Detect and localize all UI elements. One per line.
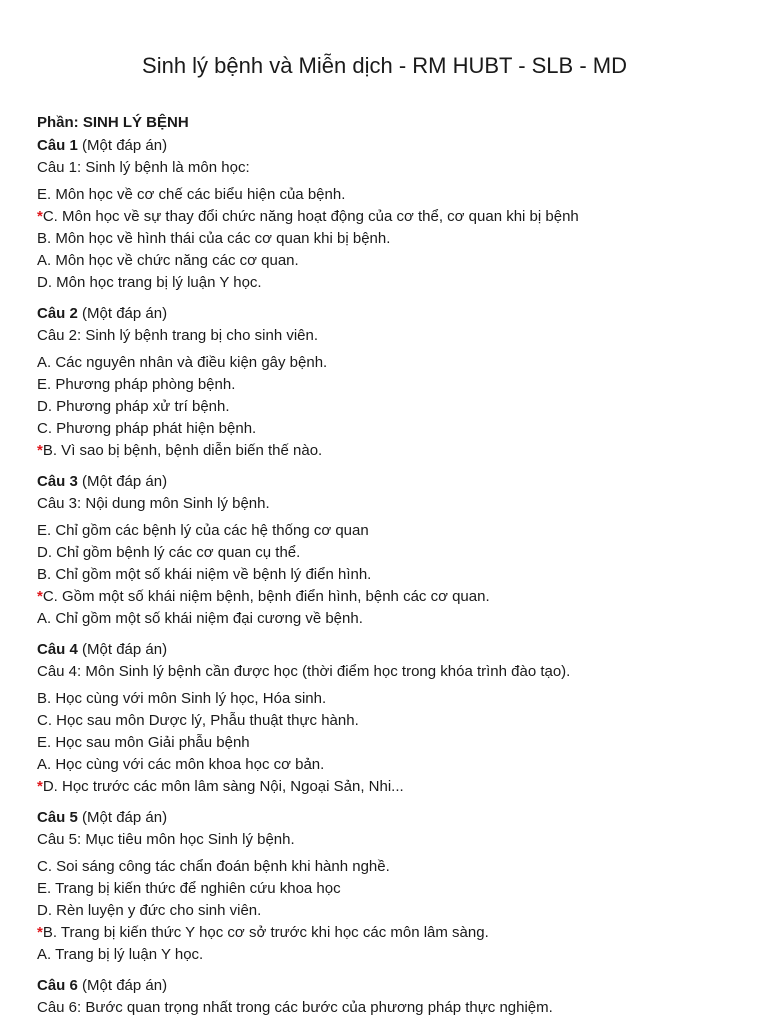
question-number: Câu 2 bbox=[37, 305, 78, 322]
question-block bbox=[37, 304, 732, 462]
answer-option bbox=[37, 542, 732, 564]
question-type: (Một đáp án) bbox=[82, 977, 168, 994]
answer-text: D. Môn học trang bị lý luận Y học. bbox=[37, 274, 262, 291]
question-text: Câu 4: Môn Sinh lý bệnh cần được học (thời điểm học trong khóa trình đào tạo). bbox=[37, 663, 571, 680]
question-block bbox=[37, 976, 732, 1018]
answer-text: E. Học sau môn Giải phẫu bệnh bbox=[37, 734, 250, 751]
answer-option bbox=[37, 900, 732, 922]
answer-text: B. Chỉ gồm một số khái niệm về bệnh lý điển hình. bbox=[37, 566, 372, 583]
answer-option bbox=[37, 352, 732, 374]
correct-answer-marker: * bbox=[37, 924, 43, 941]
question-text: Câu 2: Sinh lý bệnh trang bị cho sinh viên. bbox=[37, 327, 319, 344]
document-title: Sinh lý bệnh và Miễn dịch - RM HUBT - SLB - MD bbox=[142, 53, 627, 78]
answer-option bbox=[37, 228, 732, 250]
correct-answer-marker: * bbox=[37, 588, 43, 605]
answer-text: B. Trang bị kiến thức Y học cơ sở trước khi học các môn lâm sàng. bbox=[42, 924, 489, 941]
answer-text: C. Soi sáng công tác chẩn đoán bệnh khi hành nghề. bbox=[37, 858, 390, 875]
question-number: Câu 4 bbox=[37, 641, 78, 658]
answer-option bbox=[37, 396, 732, 418]
answer-list bbox=[37, 352, 732, 462]
answer-option bbox=[37, 184, 732, 206]
answer-option bbox=[37, 688, 732, 710]
question-block bbox=[37, 136, 732, 294]
answer-option bbox=[37, 520, 732, 542]
question-type: (Một đáp án) bbox=[82, 641, 168, 658]
question-number: Câu 6 bbox=[37, 977, 78, 994]
question-text: Câu 1: Sinh lý bệnh là môn học: bbox=[37, 159, 250, 176]
question-type: (Một đáp án) bbox=[82, 305, 168, 322]
answer-list bbox=[37, 688, 732, 798]
answer-text: A. Học cùng với các môn khoa học cơ bản. bbox=[37, 756, 325, 773]
question-text: Câu 5: Mục tiêu môn học Sinh lý bệnh. bbox=[37, 831, 295, 848]
answer-text: D. Học trước các môn lâm sàng Nội, Ngoại Sản, Nhi... bbox=[42, 778, 404, 795]
answer-list bbox=[37, 520, 732, 630]
answer-list bbox=[37, 184, 732, 294]
question-type: (Một đáp án) bbox=[82, 473, 168, 490]
answer-option-correct bbox=[37, 586, 732, 608]
answer-text: D. Rèn luyện y đức cho sinh viên. bbox=[37, 902, 262, 919]
answer-option-correct bbox=[37, 776, 732, 798]
question-header bbox=[37, 304, 732, 324]
section-title: Phần: SINH LÝ BỆNH bbox=[37, 114, 189, 131]
answer-text: B. Vì sao bị bệnh, bệnh diễn biến thế nào. bbox=[42, 442, 323, 459]
answer-option-correct bbox=[37, 922, 732, 944]
question-type: (Một đáp án) bbox=[82, 809, 168, 826]
question-number: Câu 3 bbox=[37, 473, 78, 490]
answer-text: A. Chỉ gồm một số khái niệm đại cương về bệnh. bbox=[37, 610, 363, 627]
answer-text: E. Môn học về cơ chế các biểu hiện của bệnh. bbox=[37, 186, 346, 203]
question-number: Câu 1 bbox=[37, 137, 78, 154]
answer-text: C. Môn học về sự thay đổi chức năng hoạt động của cơ thể, cơ quan khi bị bệnh bbox=[42, 208, 579, 225]
answer-text: C. Gồm một số khái niệm bệnh, bệnh điển hình, bệnh các cơ quan. bbox=[42, 588, 490, 605]
answer-list bbox=[37, 856, 732, 966]
answer-option bbox=[37, 754, 732, 776]
answer-text: A. Các nguyên nhân và điều kiện gây bệnh. bbox=[37, 354, 328, 371]
answer-text: B. Học cùng với môn Sinh lý học, Hóa sinh. bbox=[37, 690, 327, 707]
question-header bbox=[37, 640, 732, 660]
answer-option bbox=[37, 710, 732, 732]
question-block bbox=[37, 808, 732, 966]
question-number: Câu 5 bbox=[37, 809, 78, 826]
answer-option bbox=[37, 374, 732, 396]
answer-option-correct bbox=[37, 440, 732, 462]
answer-option bbox=[37, 944, 732, 966]
answer-option bbox=[37, 564, 732, 586]
question-type: (Một đáp án) bbox=[82, 137, 168, 154]
answer-option bbox=[37, 878, 732, 900]
answer-option bbox=[37, 250, 732, 272]
question-list bbox=[37, 136, 732, 1018]
question-header bbox=[37, 136, 732, 156]
correct-answer-marker: * bbox=[37, 208, 43, 225]
question-header bbox=[37, 808, 732, 828]
answer-text: D. Phương pháp xử trí bệnh. bbox=[37, 398, 230, 415]
correct-answer-marker: * bbox=[37, 778, 43, 795]
question-header bbox=[37, 472, 732, 492]
answer-option bbox=[37, 272, 732, 294]
answer-text: E. Trang bị kiến thức để nghiên cứu khoa học bbox=[37, 880, 341, 897]
question-text: Câu 6: Bước quan trọng nhất trong các bước của phương pháp thực nghiệm. bbox=[37, 999, 553, 1016]
answer-text: C. Phương pháp phát hiện bệnh. bbox=[37, 420, 257, 437]
answer-option bbox=[37, 418, 732, 440]
answer-text: D. Chỉ gồm bệnh lý các cơ quan cụ thể. bbox=[37, 544, 301, 561]
answer-text: A. Trang bị lý luận Y học. bbox=[37, 946, 204, 963]
question-header bbox=[37, 976, 732, 996]
answer-text: E. Chỉ gồm các bệnh lý của các hệ thống cơ quan bbox=[37, 522, 369, 539]
question-block bbox=[37, 472, 732, 630]
question-block bbox=[37, 640, 732, 798]
answer-option-correct bbox=[37, 206, 732, 228]
correct-answer-marker: * bbox=[37, 442, 43, 459]
answer-option bbox=[37, 608, 732, 630]
answer-text: E. Phương pháp phòng bệnh. bbox=[37, 376, 236, 393]
answer-option bbox=[37, 732, 732, 754]
answer-option bbox=[37, 856, 732, 878]
answer-text: C. Học sau môn Dược lý, Phẫu thuật thực hành. bbox=[37, 712, 359, 729]
answer-text: B. Môn học về hình thái của các cơ quan khi bị bệnh. bbox=[37, 230, 391, 247]
answer-text: A. Môn học về chức năng các cơ quan. bbox=[37, 252, 299, 269]
question-text: Câu 3: Nội dung môn Sinh lý bệnh. bbox=[37, 495, 270, 512]
